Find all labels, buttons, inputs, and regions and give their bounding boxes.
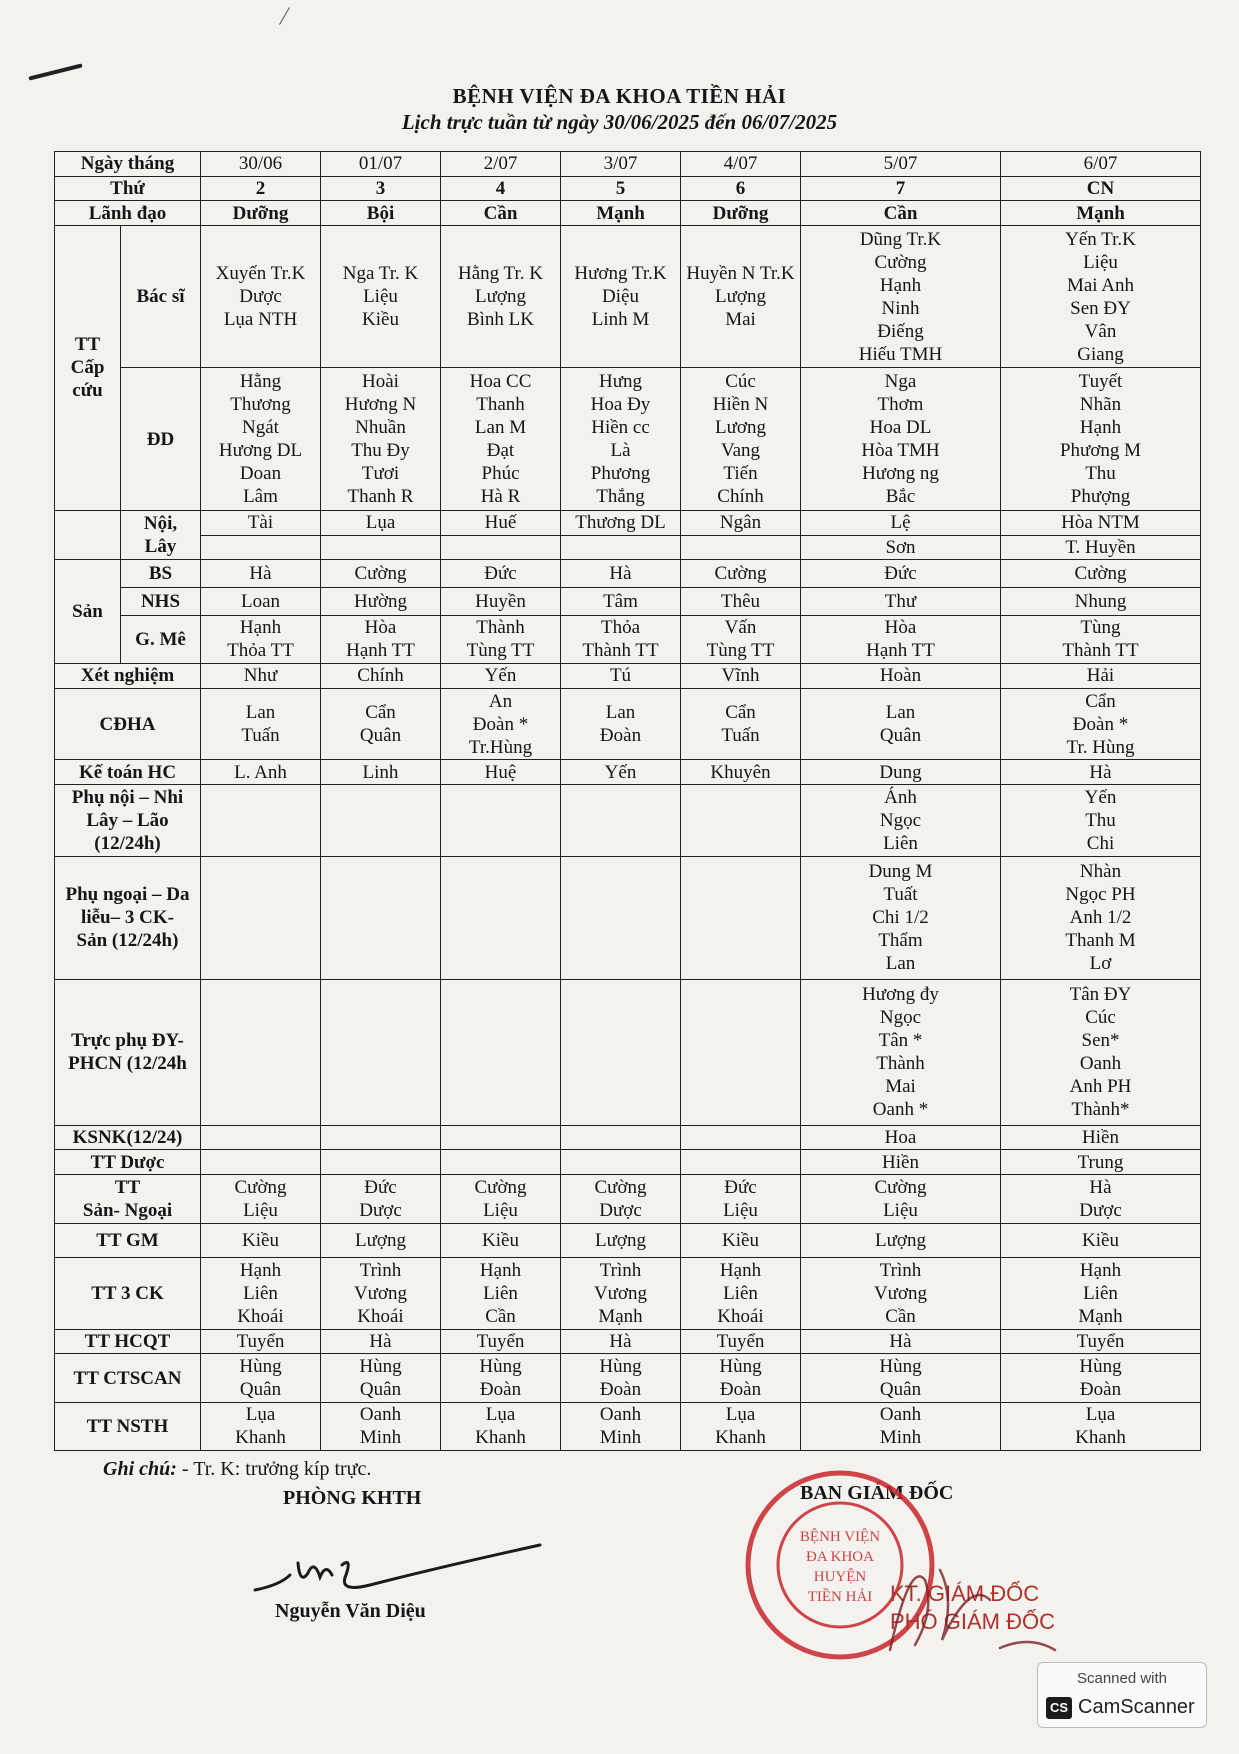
- stamp-line-4: TIỀN HẢI: [807, 1589, 873, 1605]
- duty-cell: Nga Tr. K Liệu Kiều: [321, 225, 441, 368]
- department-name: PHÒNG KHTH: [283, 1487, 422, 1509]
- row-label: Phụ nội – Nhi Lây – Lão (12/24h): [55, 785, 201, 857]
- row-label: Ngày tháng: [55, 152, 201, 177]
- row-label: Dưỡng: [681, 201, 801, 226]
- duty-cell: Hà: [1001, 760, 1201, 785]
- duty-cell: Hiền: [801, 1150, 1001, 1175]
- row-label: TT Sản- Ngoại: [55, 1174, 201, 1223]
- row-label: Mạnh: [561, 201, 681, 226]
- duty-cell: Hạnh Thỏa TT: [201, 615, 321, 663]
- duty-cell: Tuyển: [1001, 1329, 1201, 1354]
- duty-cell: Cường Liệu: [201, 1174, 321, 1223]
- duty-cell: Tâm: [561, 588, 681, 616]
- schedule-subtitle: Lịch trực tuần từ ngày 30/06/2025 đến 06/07/2025: [401, 110, 838, 134]
- duty-cell: Thỏa Thành TT: [561, 615, 681, 663]
- duty-cell: Hoàn: [801, 663, 1001, 688]
- row-aux-surgery: [55, 856, 1201, 979]
- duty-cell: Hạnh Liên Khoái: [681, 1258, 801, 1330]
- row-label: 5: [561, 176, 681, 201]
- duty-cell: Hòa Hạnh TT: [321, 615, 441, 663]
- duty-cell: [681, 1150, 801, 1175]
- duty-cell: [441, 856, 561, 979]
- duty-cell: Kiều: [201, 1224, 321, 1258]
- duty-cell: [201, 1125, 321, 1150]
- duty-cell: Hằng Thương Ngát Hương DL Doan Lâm: [201, 368, 321, 511]
- duty-cell: [561, 1125, 681, 1150]
- duty-cell: [561, 856, 681, 979]
- duty-cell: Lệ: [801, 511, 1001, 536]
- row-label: 6: [681, 176, 801, 201]
- duty-cell: Huyền N Tr.K Lượng Mai: [681, 225, 801, 368]
- hospital-name: BỆNH VIỆN ĐA KHOA TIỀN HẢI: [452, 84, 787, 108]
- duty-cell: Sơn: [801, 535, 1001, 560]
- row-label: NHS: [121, 588, 201, 616]
- duty-cell: Hòa Hạnh TT: [801, 615, 1001, 663]
- row-label: 4: [441, 176, 561, 201]
- duty-cell: Hà: [801, 1329, 1001, 1354]
- duty-cell: Trung: [1001, 1150, 1201, 1175]
- duty-cell: Cúc Hiền N Lương Vang Tiến Chính: [681, 368, 801, 511]
- duty-cell: Tuyển: [441, 1329, 561, 1354]
- row-three-spec: [55, 1258, 1201, 1330]
- deputy-line-2: PHÓ GIÁM ĐỐC: [890, 1609, 1056, 1634]
- row-obs-surgery: [55, 1174, 1201, 1223]
- row-date: [55, 152, 1201, 177]
- duty-cell: Cường Dược: [561, 1174, 681, 1223]
- row-accounting: [55, 760, 1201, 785]
- duty-cell: Tuyển: [201, 1329, 321, 1354]
- duty-cell: Cẩn Quân: [321, 688, 441, 760]
- duty-cell: [201, 979, 321, 1125]
- row-label: TT CTSCAN: [55, 1354, 201, 1402]
- camscanner-caption: Scanned with: [1076, 1670, 1168, 1687]
- duty-cell: Thương DL: [561, 511, 681, 536]
- duty-cell: Lan Quân: [801, 688, 1001, 760]
- duty-cell: Thêu: [681, 588, 801, 616]
- row-imaging: [55, 688, 1201, 760]
- duty-cell: Cường: [681, 560, 801, 588]
- duty-cell: Tân ĐY Cúc Sen* Oanh Anh PH Thành*: [1001, 979, 1201, 1125]
- duty-cell: 4/07: [681, 152, 801, 177]
- duty-cell: Hoa CC Thanh Lan M Đạt Phúc Hà R: [441, 368, 561, 511]
- duty-cell: Oanh Minh: [801, 1402, 1001, 1450]
- duty-cell: T. Huyền: [1001, 535, 1201, 560]
- duty-cell: Trình Vương Cần: [801, 1258, 1001, 1330]
- row-label: Mạnh: [1001, 201, 1201, 226]
- stamp-line-2: ĐA KHOA: [806, 1549, 874, 1565]
- duty-cell: [441, 979, 561, 1125]
- duty-cell: 30/06: [201, 152, 321, 177]
- row-label: Dưỡng: [201, 201, 321, 226]
- row-label: CĐHA: [55, 688, 201, 760]
- row-label: Cần: [441, 201, 561, 226]
- row-label: TT NSTH: [55, 1402, 201, 1450]
- duty-cell: Lượng: [321, 1224, 441, 1258]
- duty-cell: Thành Tùng TT: [441, 615, 561, 663]
- row-label: Kế toán HC: [55, 760, 201, 785]
- duty-cell: [681, 856, 801, 979]
- duty-cell: Kiều: [1001, 1224, 1201, 1258]
- footnote-text: - Tr. K: trưởng kíp trực.: [176, 1458, 372, 1480]
- row-label: Phụ ngoại – Da liễu– 3 CK- Sản (12/24h): [55, 856, 201, 979]
- duty-cell: Hương đy Ngọc Tân * Thành Mai Oanh *: [801, 979, 1001, 1125]
- duty-cell: Hoa: [801, 1125, 1001, 1150]
- duty-cell: Cường: [321, 560, 441, 588]
- duty-cell: Khuyên: [681, 760, 801, 785]
- row-weekday: [55, 176, 1201, 201]
- row-label: Sản: [55, 560, 121, 664]
- duty-cell: Cường Liệu: [801, 1174, 1001, 1223]
- duty-cell: 5/07: [801, 152, 1001, 177]
- row-label: TT Cấp cứu: [55, 225, 121, 510]
- duty-cell: [681, 1125, 801, 1150]
- row-label: Xét nghiệm: [55, 663, 201, 688]
- duty-cell: Tài: [201, 511, 321, 536]
- duty-cell: [201, 1150, 321, 1175]
- row-er-doctor: [55, 225, 1201, 368]
- duty-cell: Vấn Tùng TT: [681, 615, 801, 663]
- camscanner-name: CamScanner: [1078, 1696, 1195, 1718]
- duty-cell: Tuyết Nhãn Hạnh Phương M Thu Phượng: [1001, 368, 1201, 511]
- duty-cell: Yến: [441, 663, 561, 688]
- duty-cell: Thư: [801, 588, 1001, 616]
- duty-cell: Hà: [561, 560, 681, 588]
- duty-cell: Đức: [801, 560, 1001, 588]
- duty-cell: An Đoàn * Tr.Hùng: [441, 688, 561, 760]
- row-label: 2: [201, 176, 321, 201]
- duty-cell: [561, 535, 681, 560]
- pen-mark: [28, 63, 82, 80]
- footnote: [103, 1458, 371, 1481]
- duty-cell: Ngân: [681, 511, 801, 536]
- duty-cell: Yến: [561, 760, 681, 785]
- duty-cell: Lượng: [801, 1224, 1001, 1258]
- row-label: TT HCQT: [55, 1329, 201, 1354]
- duty-cell: 3/07: [561, 152, 681, 177]
- row-ctscan: [55, 1354, 1201, 1402]
- duty-cell: Lan Đoàn: [561, 688, 681, 760]
- duty-cell: [561, 785, 681, 857]
- duty-cell: Yến Tr.K Liệu Mai Anh Sen ĐY Vân Giang: [1001, 225, 1201, 368]
- duty-cell: [321, 785, 441, 857]
- row-er-nurse: [55, 368, 1201, 511]
- row-aux-rehab: [55, 979, 1201, 1125]
- duty-cell: [681, 535, 801, 560]
- duty-cell: Vĩnh: [681, 663, 801, 688]
- duty-cell: Đức Dược: [321, 1174, 441, 1223]
- deputy-line-1: KT. GIÁM ĐỐC: [890, 1581, 1040, 1606]
- duty-cell: [321, 979, 441, 1125]
- duty-cell: [321, 535, 441, 560]
- duty-cell: Tú: [561, 663, 681, 688]
- duty-cell: Hà: [561, 1329, 681, 1354]
- row-endoscopy: [55, 1402, 1201, 1450]
- duty-cell: Lụa: [321, 511, 441, 536]
- duty-cell: Nhung: [1001, 588, 1201, 616]
- duty-cell: Hải: [1001, 663, 1201, 688]
- duty-cell: Hạnh Liên Khoái: [201, 1258, 321, 1330]
- duty-cell: 6/07: [1001, 152, 1201, 177]
- duty-cell: Hoài Hương N Nhuần Thu Đy Tươi Thanh R: [321, 368, 441, 511]
- duty-cell: Hạnh Liên Cần: [441, 1258, 561, 1330]
- duty-cell: Hà Dược: [1001, 1174, 1201, 1223]
- duty-cell: Lượng: [561, 1224, 681, 1258]
- duty-cell: Hằng Tr. K Lượng Bình LK: [441, 225, 561, 368]
- duty-cell: Lụa Khanh: [681, 1402, 801, 1450]
- duty-cell: [681, 785, 801, 857]
- duty-cell: Yến Thu Chi: [1001, 785, 1201, 857]
- director-signature: [880, 1540, 1080, 1670]
- duty-cell: [321, 1150, 441, 1175]
- row-obs-gme: [55, 615, 1201, 663]
- duty-cell: [441, 1125, 561, 1150]
- row-label: Thứ: [55, 176, 201, 201]
- duty-cell: [561, 1150, 681, 1175]
- duty-cell: Lụa Khanh: [1001, 1402, 1201, 1450]
- duty-cell: Huế: [441, 511, 561, 536]
- duty-cell: Kiều: [681, 1224, 801, 1258]
- row-obs-nhs: [55, 588, 1201, 616]
- duty-cell: Dung M Tuất Chi 1/2 Thẩm Lan: [801, 856, 1001, 979]
- duty-cell: 2/07: [441, 152, 561, 177]
- duty-schedule-table: [54, 151, 1201, 1451]
- duty-cell: Hà: [321, 1329, 441, 1354]
- row-label: TT GM: [55, 1224, 201, 1258]
- duty-cell: Cẩn Tuấn: [681, 688, 801, 760]
- row-label: Nội, Lây: [121, 511, 201, 560]
- duty-cell: Hùng Quân: [801, 1354, 1001, 1402]
- duty-cell: [681, 979, 801, 1125]
- duty-cell: Huyền: [441, 588, 561, 616]
- duty-cell: [201, 856, 321, 979]
- row-label: Bội: [321, 201, 441, 226]
- row-label: 7: [801, 176, 1001, 201]
- duty-cell: Hạnh Liên Mạnh: [1001, 1258, 1201, 1330]
- duty-cell: Xuyến Tr.K Dược Lụa NTH: [201, 225, 321, 368]
- duty-cell: Cường Liệu: [441, 1174, 561, 1223]
- row-label: G. Mê: [121, 615, 201, 663]
- duty-cell: Hường: [321, 588, 441, 616]
- camscanner-watermark: [1037, 1662, 1207, 1728]
- row-label: TT 3 CK: [55, 1258, 201, 1330]
- row-lab: [55, 663, 1201, 688]
- board-of-directors: BAN GIÁM ĐỐC: [800, 1482, 954, 1504]
- duty-cell: Hùng Đoàn: [441, 1354, 561, 1402]
- row-label: ĐD: [121, 368, 201, 511]
- duty-cell: Đức Liệu: [681, 1174, 801, 1223]
- row-aux-internal: [55, 785, 1201, 857]
- row-label: Lãnh đạo: [55, 201, 201, 226]
- duty-cell: Oanh Minh: [321, 1402, 441, 1450]
- duty-cell: Hiền: [1001, 1125, 1201, 1150]
- row-label: TT Dược: [55, 1150, 201, 1175]
- duty-cell: L. Anh: [201, 760, 321, 785]
- duty-cell: Đức: [441, 560, 561, 588]
- row-label: KSNK(12/24): [55, 1125, 201, 1150]
- duty-cell: [321, 1125, 441, 1150]
- row-label: Bác sĩ: [121, 225, 201, 368]
- duty-cell: [441, 785, 561, 857]
- duty-cell: Hưng Hoa Đy Hiền cc Là Phương Thắng: [561, 368, 681, 511]
- duty-cell: Hương Tr.K Diệu Linh M: [561, 225, 681, 368]
- row-infection: [55, 1125, 1201, 1150]
- row-obs-bs: [55, 560, 1201, 588]
- footnote-label: Ghi chú:: [103, 1458, 177, 1480]
- row-leader: [55, 201, 1201, 226]
- stamp-line-3: HUYỆN: [813, 1569, 867, 1585]
- row-internal-a: [55, 511, 1201, 536]
- duty-cell: [201, 535, 321, 560]
- duty-cell: Lụa Khanh: [441, 1402, 561, 1450]
- stamp-line-1: BỆNH VIỆN: [799, 1529, 881, 1545]
- row-anesthesia: [55, 1224, 1201, 1258]
- duty-cell: Tùng Thành TT: [1001, 615, 1201, 663]
- duty-cell: Kiều: [441, 1224, 561, 1258]
- duty-cell: Dung: [801, 760, 1001, 785]
- row-admin: [55, 1329, 1201, 1354]
- pen-mark-small: [279, 7, 290, 25]
- duty-cell: Huệ: [441, 760, 561, 785]
- duty-cell: Hùng Quân: [201, 1354, 321, 1402]
- duty-cell: Hùng Đoàn: [681, 1354, 801, 1402]
- duty-cell: [441, 535, 561, 560]
- duty-cell: Oanh Minh: [561, 1402, 681, 1450]
- duty-cell: [321, 856, 441, 979]
- duty-cell: Hùng Đoàn: [561, 1354, 681, 1402]
- duty-cell: [441, 1150, 561, 1175]
- duty-cell: Hùng Đoàn: [1001, 1354, 1201, 1402]
- duty-cell: Dũng Tr.K Cường Hạnh Ninh Điếng Hiếu TMH: [801, 225, 1001, 368]
- row-label: 3: [321, 176, 441, 201]
- duty-cell: [201, 785, 321, 857]
- duty-cell: Nhàn Ngọc PH Anh 1/2 Thanh M Lơ: [1001, 856, 1201, 979]
- duty-cell: Hùng Quân: [321, 1354, 441, 1402]
- row-label: Trực phụ ĐY- PHCN (12/24h: [55, 979, 201, 1125]
- row-pharmacy: [55, 1150, 1201, 1175]
- row-internal-b: [55, 535, 1201, 560]
- signer-name: Nguyễn Văn Diệu: [275, 1600, 426, 1622]
- duty-cell: Lụa Khanh: [201, 1402, 321, 1450]
- duty-cell: Cường: [1001, 560, 1201, 588]
- duty-cell: Tuyển: [681, 1329, 801, 1354]
- duty-cell: Hà: [201, 560, 321, 588]
- duty-cell: Hòa NTM: [1001, 511, 1201, 536]
- camscanner-logo-icon: CS: [1046, 1697, 1072, 1719]
- duty-cell: Cẩn Đoàn * Tr. Hùng: [1001, 688, 1201, 760]
- duty-cell: 01/07: [321, 152, 441, 177]
- duty-cell: Lan Tuấn: [201, 688, 321, 760]
- duty-cell: Trình Vương Mạnh: [561, 1258, 681, 1330]
- row-label: CN: [1001, 176, 1201, 201]
- row-label: Cần: [801, 201, 1001, 226]
- row-label: BS: [121, 560, 201, 588]
- duty-cell: Ánh Ngọc Liên: [801, 785, 1001, 857]
- duty-cell: Trình Vương Khoái: [321, 1258, 441, 1330]
- duty-cell: [55, 511, 121, 560]
- duty-cell: Chính: [321, 663, 441, 688]
- duty-cell: Linh: [321, 760, 441, 785]
- duty-cell: [561, 979, 681, 1125]
- duty-cell: Như: [201, 663, 321, 688]
- duty-cell: Nga Thơm Hoa DL Hòa TMH Hương ng Bắc: [801, 368, 1001, 511]
- duty-cell: Loan: [201, 588, 321, 616]
